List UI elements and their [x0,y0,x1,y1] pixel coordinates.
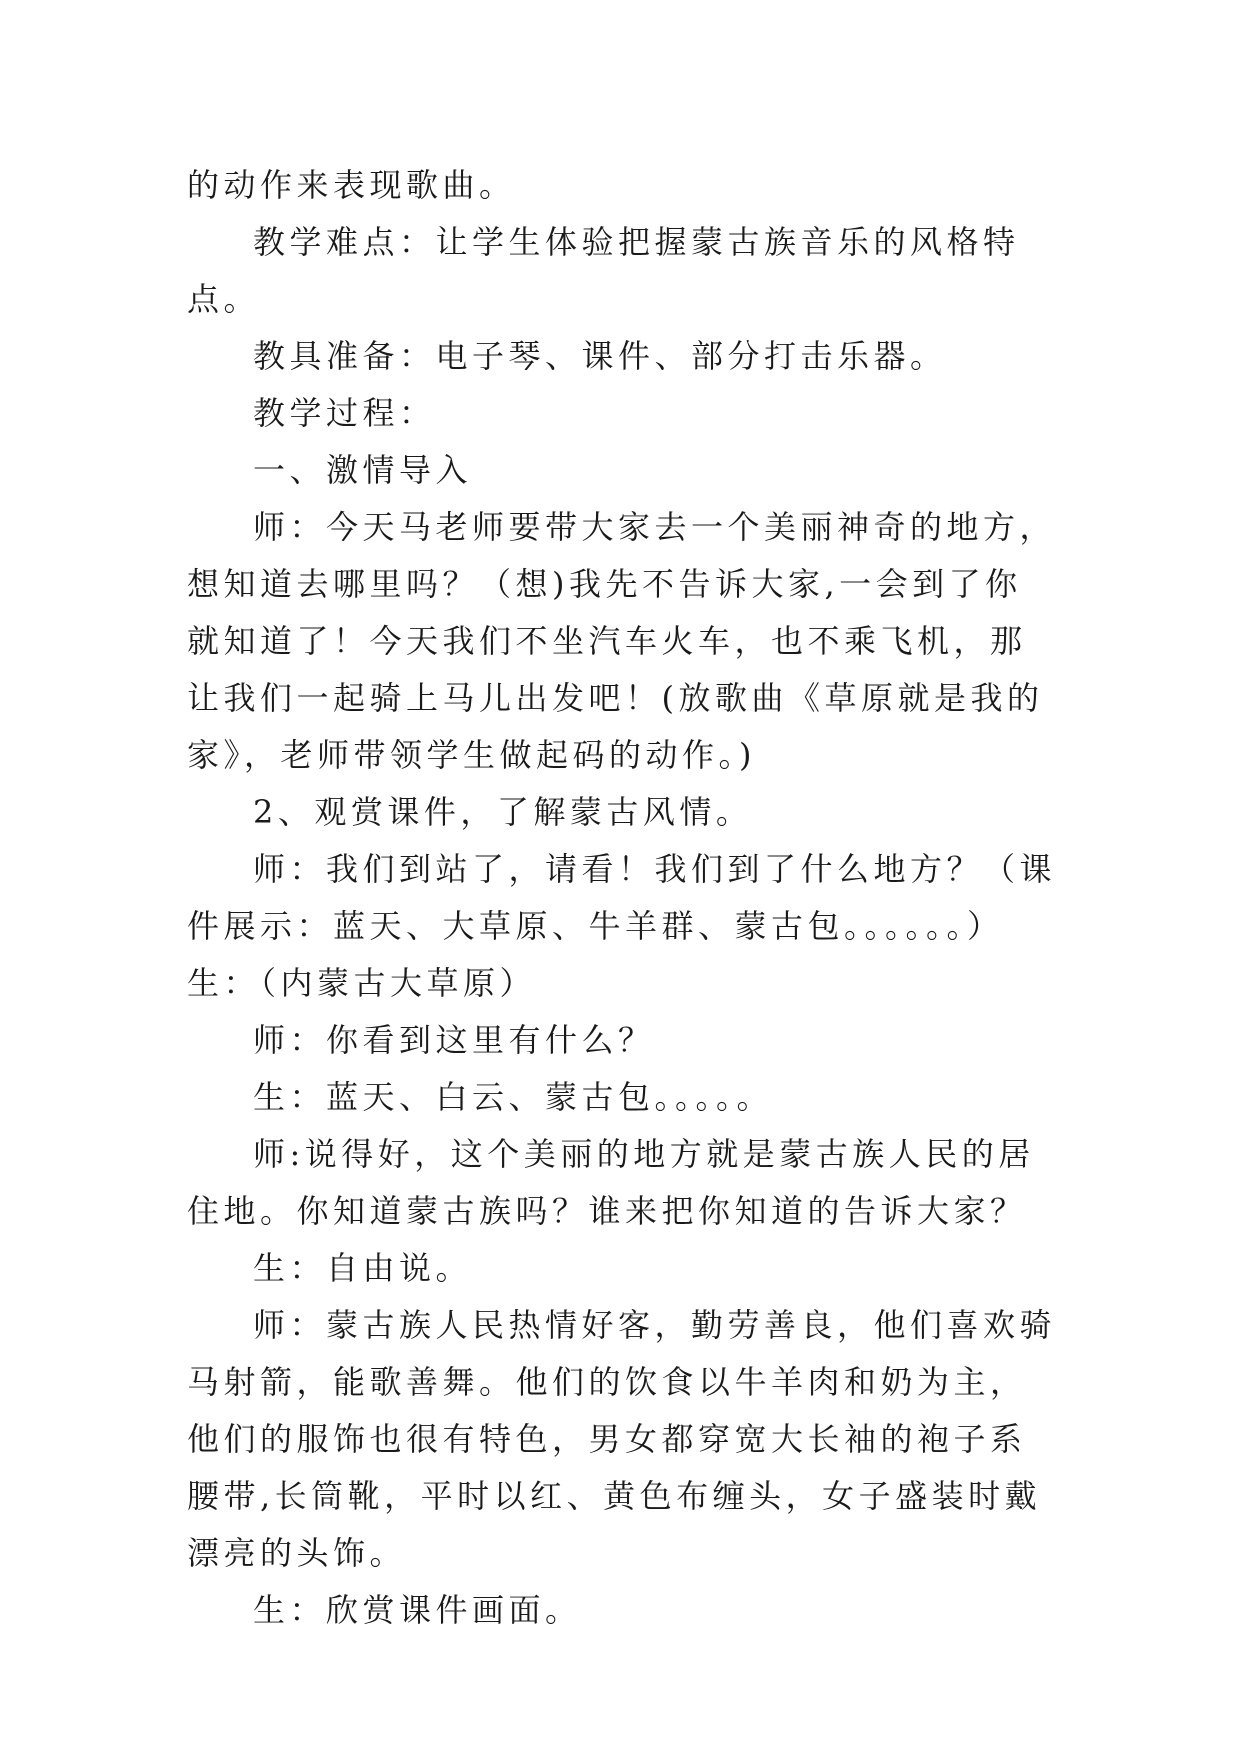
paragraph-teacher-question: 师：你看到这里有什么？ [253,1021,655,1059]
paragraph-teaching-difficulty: 教学难点：让学生体验把握蒙古族音乐的风格特点。 [187,223,1020,318]
paragraph-teacher-arrival: 师：我们到站了，请看！我们到了什么地方？（课件展示：蓝天、大草原、牛羊群、蒙古包。。。。。。）生：（内蒙古大草原） [187,850,1057,1002]
paragraph-student-free-talk: 生：自由说。 [253,1249,473,1287]
paragraph-teaching-process-heading: 教学过程： [253,394,436,432]
paragraph-teacher-praise: 师:说得好，这个美丽的地方就是蒙古族人民的居住地。你知道蒙古族吗？谁来把你知道的告诉大家？ [187,1135,1035,1230]
paragraph-section-one-heading: 一、激情导入 [253,451,473,489]
paragraph-student-answer: 生：蓝天、白云、蒙古包。。。。。 [253,1078,774,1116]
paragraph-teacher-intro: 师：今天马老师要带大家去一个美丽神奇的地方，想知道去哪里吗？（想)我先不告诉大家,一会到了你就知道了！今天我们不坐汽车火车，也不乘飞机，那让我们一起骑上马儿出发吧！(放歌曲《草原就是我的家》，老师带领学生做起码的动作。) [187,508,1057,774]
paragraph-student-appreciate: 生：欣赏课件画面。 [253,1591,582,1629]
paragraph-continuation: 的动作来表现歌曲。 [187,166,516,204]
document-body [187,157,1057,1639]
paragraph-teacher-description: 师：蒙古族人民热情好客，勤劳善良，他们喜欢骑马射箭，能歌善舞。他们的饮食以牛羊肉和奶为主，他们的服饰也很有特色，男女都穿宽大长袖的袍子系腰带,长筒靴，平时以红、黄色布缠头，女子盛装时戴漂亮的头饰。 [187,1306,1057,1572]
paragraph-teaching-aids: 教具准备：电子琴、课件、部分打击乐器。 [253,337,947,375]
paragraph-section-two-heading: 2、观赏课件，了解蒙古风情。 [253,793,753,831]
